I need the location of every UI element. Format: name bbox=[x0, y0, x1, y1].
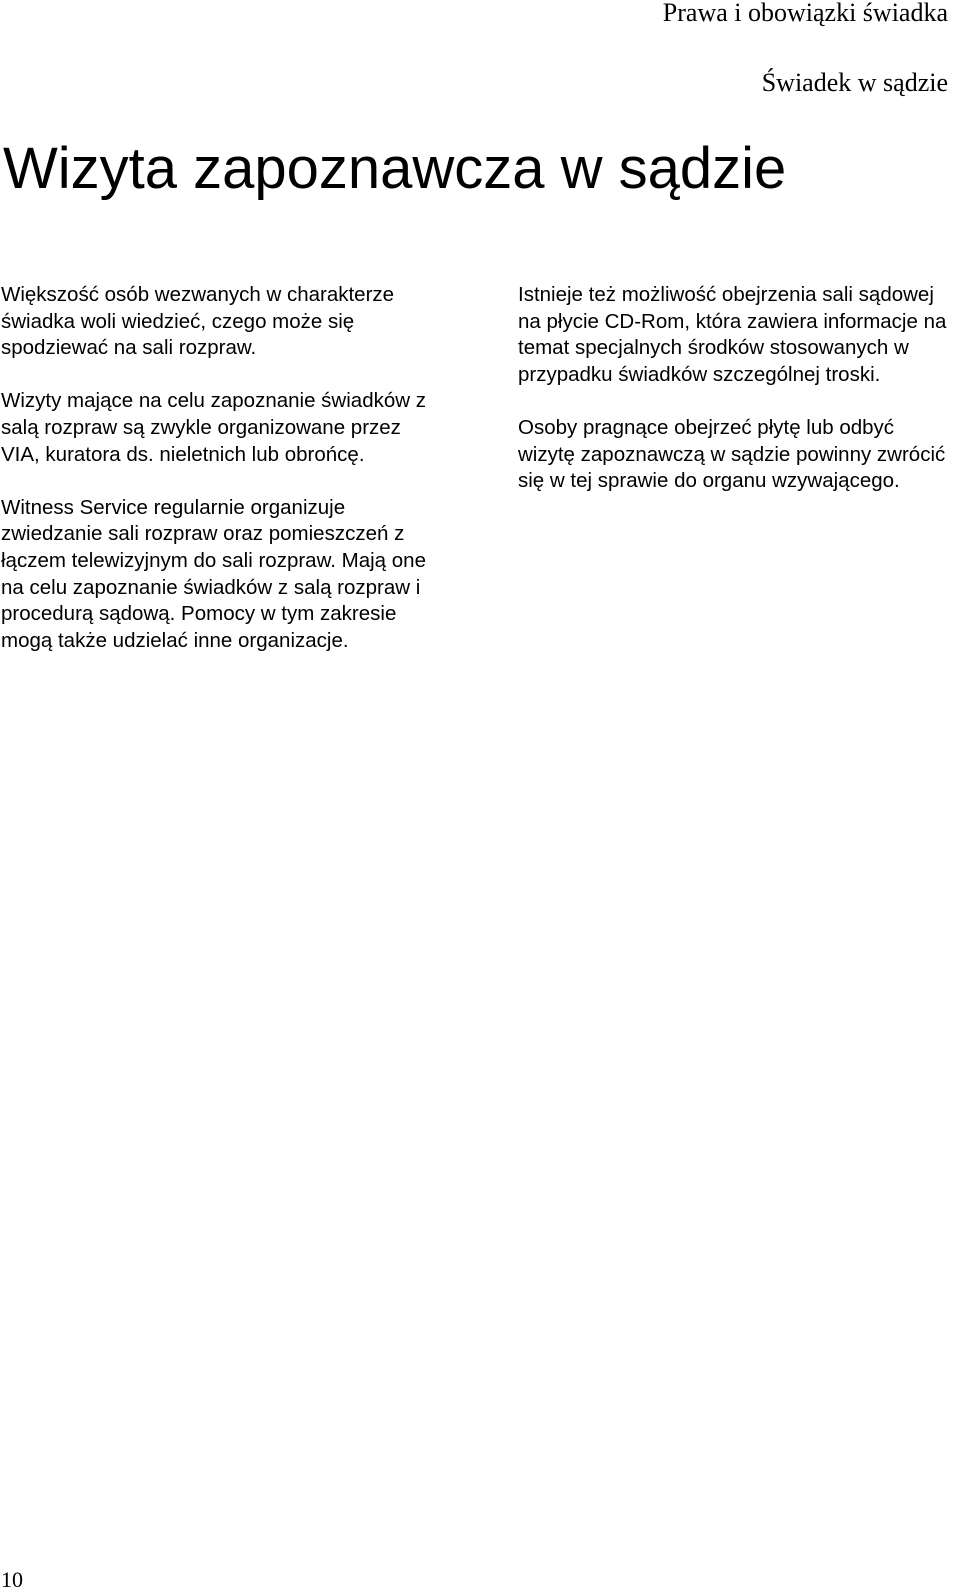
running-header-title: Prawa i obowiązki świadka bbox=[662, 0, 948, 27]
page-number: 10 bbox=[1, 1567, 23, 1592]
paragraph: Wizyty mające na celu zapoznanie świadków z salą rozpraw są zwykle organizowane przez VIA, kuratora ds. nieletnich lub obrońcę. bbox=[1, 389, 426, 466]
paragraph: Witness Service regularnie organizuje zwiedzanie sali rozpraw oraz pomieszczeń z łączem telewizyjnym do sali rozpraw. Mają one na celu zapoznanie świadków z salą rozpraw i procedurą sądową. Pomocy w tym zakresie mogą także udzielać inne organizacje. bbox=[1, 495, 426, 652]
running-header-subtitle: Świadek w sądzie bbox=[761, 68, 948, 97]
page-title: Wizyta zapoznawcza w sądzie bbox=[3, 136, 787, 201]
paragraph: Osoby pragnące obejrzeć płytę lub odbyć wizytę zapoznawczą w sądzie powinny zwrócić się w tej sprawie do organu wzywającego. bbox=[518, 415, 946, 493]
paragraph: Większość osób wezwanych w charakterze świadka woli wiedzieć, czego może się spodziewać na sali rozpraw. bbox=[1, 283, 395, 360]
right-column bbox=[518, 282, 954, 521]
left-column bbox=[1, 282, 431, 681]
paragraph: Istnieje też możliwość obejrzenia sali sądowej na płycie CD-Rom, która zawiera informacje na temat specjalnych środków stosowanych w przypadku świadków szczególnej troski. bbox=[518, 283, 947, 386]
